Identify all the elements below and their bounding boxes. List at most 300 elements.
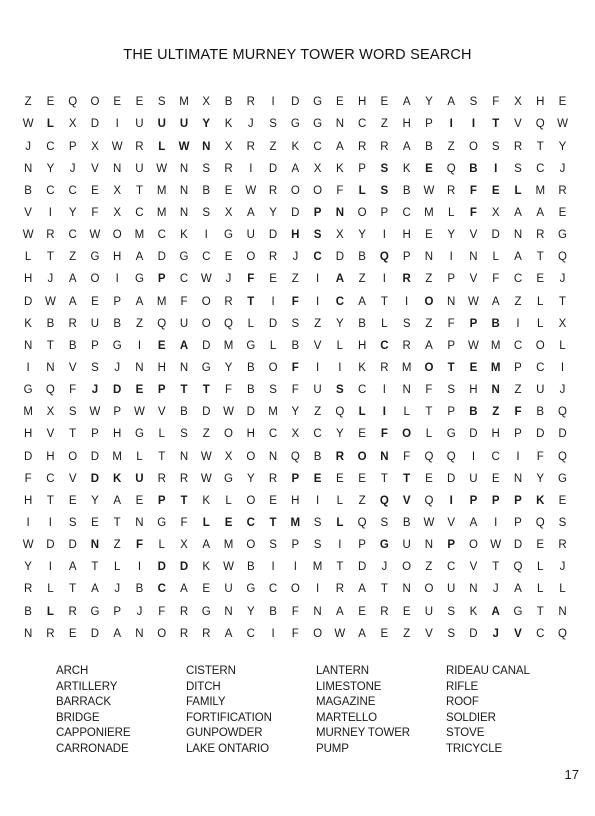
grid-letter: P	[514, 494, 522, 507]
grid-letter: Z	[269, 140, 277, 153]
grid-letter: J	[136, 605, 143, 618]
grid-letter: C	[313, 428, 322, 441]
grid-letter: H	[157, 362, 166, 374]
grid-letter: L	[158, 140, 166, 153]
grid-letter: N	[179, 207, 189, 220]
grid-letter: B	[491, 317, 500, 330]
grid-letter: I	[293, 561, 297, 574]
grid-letter: W	[178, 140, 190, 153]
grid-letter: H	[23, 428, 33, 441]
grid-letter: Q	[446, 162, 456, 175]
grid-letter: P	[380, 207, 389, 220]
grid-letter: K	[469, 605, 478, 618]
grid-row	[17, 424, 574, 446]
grid-letter: B	[224, 96, 233, 109]
grid-letter: P	[358, 162, 366, 175]
grid-letter: C	[536, 162, 545, 175]
grid-letter: I	[48, 516, 52, 529]
grid-letter: J	[91, 384, 99, 397]
grid-letter: M	[156, 207, 167, 220]
grid-letter: E	[224, 516, 233, 529]
grid-letter: D	[46, 539, 55, 552]
grid-letter: D	[23, 295, 33, 308]
grid-letter: Y	[224, 362, 233, 374]
grid-letter: V	[447, 516, 456, 529]
grid-letter: V	[68, 472, 77, 485]
grid-letter: R	[268, 184, 278, 197]
grid-letter: N	[335, 118, 344, 131]
grid-row	[17, 579, 574, 601]
word-list-item: BRIDGE	[56, 711, 100, 724]
grid-letter: E	[269, 494, 277, 507]
grid-letter: S	[336, 384, 344, 397]
word-list-item: RIDEAU CANAL	[446, 665, 530, 677]
grid-letter: Q	[558, 251, 567, 264]
word-column	[56, 664, 186, 758]
grid-letter: A	[358, 295, 366, 308]
grid-letter: Z	[358, 494, 366, 507]
grid-letter: E	[135, 96, 144, 109]
grid-letter: P	[491, 494, 500, 507]
grid-letter: Z	[425, 273, 433, 286]
grid-letter: S	[380, 516, 389, 529]
grid-letter: L	[559, 583, 566, 596]
grid-letter: F	[469, 207, 477, 220]
grid-letter: F	[91, 207, 99, 220]
grid-letter: Q	[424, 494, 434, 507]
grid-letter: Q	[157, 317, 167, 330]
grid-letter: T	[247, 295, 255, 308]
grid-letter: T	[46, 339, 54, 352]
grid-letter: W	[490, 539, 502, 552]
grid-letter: F	[247, 273, 255, 286]
grid-letter: C	[357, 384, 367, 397]
grid-letter: K	[24, 317, 32, 330]
grid-letter: I	[315, 494, 320, 507]
word-list-item: GUNPOWDER	[186, 727, 263, 740]
grid-letter: S	[380, 184, 389, 197]
grid-letter: Q	[357, 516, 367, 529]
grid-letter: G	[313, 118, 323, 131]
grid-letter: I	[382, 229, 386, 242]
grid-letter: F	[180, 295, 188, 308]
grid-letter: V	[46, 428, 55, 441]
grid-letter: X	[224, 140, 233, 153]
grid-letter: G	[134, 428, 144, 441]
grid-letter: A	[246, 207, 255, 220]
word-list-item: MURNEY TOWER	[316, 727, 411, 740]
grid-letter: W	[468, 339, 479, 352]
grid-row	[17, 247, 574, 269]
grid-letter: O	[402, 428, 412, 441]
grid-row	[17, 92, 574, 114]
grid-letter: L	[537, 583, 544, 596]
grid-letter: J	[559, 273, 566, 286]
grid-letter: H	[23, 494, 33, 507]
grid-letter: E	[269, 273, 277, 286]
grid-letter: I	[471, 450, 476, 463]
grid-letter: Q	[424, 450, 434, 463]
grid-row	[17, 535, 574, 557]
grid-letter: M	[156, 184, 167, 197]
grid-letter: E	[224, 184, 233, 197]
grid-letter: E	[135, 494, 144, 507]
grid-letter: U	[469, 472, 478, 485]
grid-letter: I	[471, 118, 476, 131]
word-column	[316, 664, 446, 758]
grid-letter: U	[246, 229, 255, 242]
grid-letter: F	[24, 472, 32, 485]
grid-letter: N	[469, 583, 478, 596]
grid-letter: U	[135, 162, 144, 175]
grid-row	[17, 181, 574, 203]
grid-letter: U	[179, 317, 189, 330]
grid-letter: O	[290, 583, 300, 596]
grid-letter: A	[491, 295, 500, 308]
grid-letter: T	[46, 494, 54, 507]
grid-letter: L	[113, 561, 121, 574]
grid-letter: N	[380, 450, 389, 463]
grid-letter: L	[537, 317, 544, 330]
grid-letter: I	[516, 317, 520, 330]
grid-letter: J	[559, 561, 566, 574]
grid-letter: C	[135, 207, 144, 220]
grid-letter: J	[381, 561, 388, 574]
grid-letter: C	[380, 339, 389, 352]
grid-letter: E	[336, 96, 344, 109]
grid-letter: M	[535, 184, 546, 197]
grid-letter: B	[313, 450, 322, 463]
grid-letter: B	[402, 184, 411, 197]
grid-letter: H	[46, 450, 55, 463]
grid-letter: I	[271, 96, 275, 109]
grid-letter: P	[68, 140, 77, 153]
grid-letter: B	[291, 339, 300, 352]
word-list-item: STOVE	[446, 727, 485, 740]
grid-letter: R	[447, 184, 456, 197]
grid-letter: C	[357, 118, 367, 131]
grid-letter: N	[313, 605, 322, 618]
grid-letter: N	[513, 229, 523, 242]
grid-letter: L	[537, 561, 544, 574]
grid-letter: W	[89, 229, 101, 242]
grid-letter: I	[249, 162, 253, 175]
grid-letter: I	[115, 118, 119, 131]
grid-letter: N	[491, 384, 500, 397]
grid-letter: U	[224, 583, 233, 596]
page-number: 17	[564, 767, 579, 782]
grid-letter: G	[179, 251, 189, 264]
grid-letter: D	[291, 207, 300, 220]
grid-letter: V	[514, 118, 522, 131]
grid-letter: O	[424, 295, 434, 308]
grid-letter: I	[48, 561, 52, 574]
grid-letter: T	[158, 450, 166, 463]
grid-letter: I	[449, 494, 453, 507]
grid-letter: R	[402, 273, 411, 286]
word-list-item: CARRONADE	[56, 742, 129, 755]
grid-letter: N	[224, 605, 233, 618]
grid-letter: Z	[69, 251, 77, 264]
grid-letter: X	[113, 207, 122, 220]
grid-letter: J	[25, 140, 31, 153]
grid-letter: R	[380, 140, 389, 153]
grid-letter: E	[558, 96, 567, 109]
grid-letter: Z	[447, 140, 455, 153]
grid-row	[17, 446, 574, 468]
grid-letter: E	[402, 605, 411, 618]
grid-letter: S	[514, 162, 522, 175]
grid-letter: S	[68, 516, 77, 529]
grid-letter: M	[156, 295, 167, 308]
grid-letter: P	[291, 539, 300, 552]
grid-letter: C	[157, 583, 166, 596]
grid-letter: B	[68, 339, 77, 352]
grid-letter: A	[491, 605, 500, 618]
grid-letter: A	[91, 583, 99, 596]
grid-letter: P	[514, 428, 522, 441]
grid-letter: O	[68, 450, 78, 463]
grid-letter: G	[379, 539, 389, 552]
grid-letter: N	[179, 362, 189, 374]
grid-letter: S	[558, 516, 567, 529]
grid-letter: L	[492, 251, 499, 264]
grid-letter: D	[268, 229, 278, 242]
grid-letter: X	[291, 428, 300, 441]
grid-letter: B	[246, 561, 255, 574]
grid-letter: Z	[314, 406, 322, 419]
grid-letter: Y	[447, 229, 456, 242]
grid-letter: E	[358, 605, 366, 618]
grid-letter: J	[247, 118, 254, 131]
grid-letter: T	[536, 251, 544, 264]
grid-letter: N	[335, 207, 344, 220]
grid-letter: F	[425, 384, 433, 397]
grid-letter: E	[113, 96, 122, 109]
grid-letter: R	[513, 140, 523, 153]
grid-letter: W	[245, 184, 257, 197]
grid-letter: L	[336, 339, 344, 352]
page-title: THE ULTIMATE MURNEY TOWER WORD SEARCH	[123, 47, 472, 63]
grid-letter: V	[469, 229, 478, 242]
grid-letter: R	[179, 472, 189, 485]
grid-letter: Q	[45, 384, 55, 397]
grid-letter: N	[179, 162, 189, 175]
grid-letter: F	[180, 516, 188, 529]
grid-letter: X	[224, 207, 233, 220]
grid-letter: I	[315, 583, 320, 596]
grid-letter: I	[494, 162, 498, 175]
grid-letter: W	[557, 118, 568, 131]
grid-letter: K	[202, 494, 211, 507]
grid-letter: A	[68, 561, 77, 574]
grid-row	[17, 203, 574, 225]
grid-letter: G	[90, 251, 100, 264]
grid-letter: M	[490, 339, 501, 352]
grid-letter: E	[491, 472, 500, 485]
grid-letter: B	[425, 140, 433, 153]
grid-letter: U	[179, 118, 189, 131]
grid-letter: S	[157, 96, 166, 109]
grid-letter: H	[402, 229, 411, 242]
grid-letter: J	[559, 384, 566, 397]
grid-letter: C	[536, 627, 545, 640]
grid-letter: P	[313, 207, 322, 220]
grid-letter: E	[469, 362, 478, 374]
grid-letter: I	[382, 406, 386, 419]
grid-letter: J	[114, 583, 121, 596]
grid-letter: D	[291, 96, 300, 109]
grid-letter: R	[135, 140, 144, 153]
grid-row	[17, 336, 574, 358]
grid-letter: H	[357, 96, 367, 109]
grid-letter: W	[22, 229, 34, 242]
grid-letter: Z	[514, 384, 522, 397]
grid-letter: W	[423, 516, 435, 529]
grid-letter: H	[402, 118, 411, 131]
grid-letter: Y	[202, 118, 211, 131]
word-list-item: SOLDIER	[446, 711, 496, 724]
grid-letter: L	[403, 406, 410, 419]
grid-letter: D	[113, 384, 122, 397]
grid-letter: H	[113, 251, 122, 264]
grid-letter: G	[112, 339, 122, 352]
grid-letter: I	[271, 295, 275, 308]
grid-letter: N	[135, 627, 144, 640]
grid-letter: Y	[291, 406, 300, 419]
grid-letter: N	[179, 184, 189, 197]
grid-letter: X	[491, 207, 500, 220]
grid-letter: A	[469, 516, 478, 529]
grid-letter: L	[136, 450, 143, 463]
grid-letter: F	[291, 362, 299, 374]
grid-letter: N	[513, 472, 523, 485]
word-list-item: ARTILLERY	[56, 680, 118, 693]
grid-letter: R	[68, 605, 77, 618]
word-list-item: BARRACK	[56, 696, 111, 709]
grid-letter: Q	[379, 251, 389, 264]
grid-letter: I	[315, 362, 320, 374]
letter-grid	[17, 92, 574, 646]
grid-letter: Z	[403, 627, 411, 640]
grid-letter: I	[48, 207, 52, 220]
grid-letter: K	[202, 561, 211, 574]
grid-letter: U	[135, 118, 144, 131]
grid-letter: T	[558, 295, 567, 308]
grid-letter: L	[47, 583, 54, 596]
grid-letter: I	[137, 561, 142, 574]
grid-row	[17, 225, 574, 247]
grid-letter: A	[202, 539, 211, 552]
grid-letter: W	[223, 406, 234, 419]
grid-letter: S	[447, 384, 456, 397]
grid-letter: N	[469, 251, 478, 264]
grid-letter: B	[246, 362, 255, 374]
grid-letter: A	[447, 96, 456, 109]
grid-letter: S	[380, 162, 389, 175]
grid-letter: E	[536, 273, 545, 286]
grid-letter: V	[24, 207, 32, 220]
grid-letter: W	[223, 561, 234, 574]
grid-letter: H	[246, 428, 255, 441]
word-list-item: RIFLE	[446, 680, 479, 693]
grid-letter: R	[246, 96, 255, 109]
grid-letter: Z	[291, 273, 299, 286]
grid-letter: U	[157, 118, 166, 131]
grid-letter: N	[447, 295, 456, 308]
grid-letter: Q	[535, 516, 545, 529]
grid-letter: E	[425, 229, 433, 242]
grid-letter: W	[44, 295, 56, 308]
grid-letter: I	[405, 295, 409, 308]
grid-letter: Y	[24, 561, 32, 574]
grid-letter: V	[313, 339, 322, 352]
grid-letter: O	[90, 96, 100, 109]
grid-row	[17, 269, 574, 291]
grid-letter: T	[269, 516, 277, 529]
grid-letter: W	[111, 140, 123, 153]
grid-letter: L	[202, 516, 210, 529]
grid-letter: D	[23, 450, 33, 463]
grid-letter: B	[402, 516, 411, 529]
grid-letter: W	[22, 539, 34, 552]
grid-letter: O	[468, 539, 478, 552]
grid-letter: L	[358, 184, 366, 197]
grid-letter: P	[157, 273, 166, 286]
grid-row	[17, 158, 574, 180]
grid-row	[17, 358, 574, 380]
grid-letter: J	[492, 583, 499, 596]
grid-letter: K	[224, 118, 233, 131]
grid-letter: Z	[358, 273, 366, 286]
grid-letter: L	[46, 118, 54, 131]
grid-letter: M	[223, 539, 234, 552]
grid-letter: E	[68, 627, 77, 640]
grid-letter: J	[69, 162, 76, 175]
grid-letter: B	[358, 317, 366, 330]
grid-row	[17, 601, 574, 623]
grid-letter: N	[135, 362, 144, 374]
grid-letter: W	[156, 162, 168, 175]
grid-letter: Y	[246, 605, 255, 618]
grid-letter: I	[449, 118, 453, 131]
grid-letter: R	[268, 251, 278, 264]
word-list-item: FAMILY	[186, 696, 226, 709]
grid-letter: E	[491, 184, 500, 197]
grid-letter: C	[46, 184, 55, 197]
grid-letter: M	[312, 561, 323, 574]
grid-letter: T	[180, 384, 188, 397]
grid-letter: D	[202, 339, 211, 352]
grid-letter: G	[558, 229, 567, 242]
grid-letter: Q	[224, 317, 233, 330]
grid-letter: Z	[202, 428, 210, 441]
grid-letter: B	[24, 605, 32, 618]
grid-letter: X	[91, 140, 99, 153]
grid-letter: J	[292, 251, 299, 264]
grid-letter: G	[23, 384, 33, 397]
grid-letter: E	[91, 295, 99, 308]
grid-letter: D	[157, 251, 166, 264]
grid-letter: F	[514, 406, 522, 419]
grid-letter: A	[358, 583, 366, 596]
grid-letter: E	[558, 207, 567, 220]
grid-letter: M	[112, 450, 122, 463]
grid-letter: H	[357, 339, 367, 352]
grid-letter: X	[514, 96, 522, 109]
grid-letter: B	[469, 406, 478, 419]
grid-letter: Q	[558, 450, 567, 463]
